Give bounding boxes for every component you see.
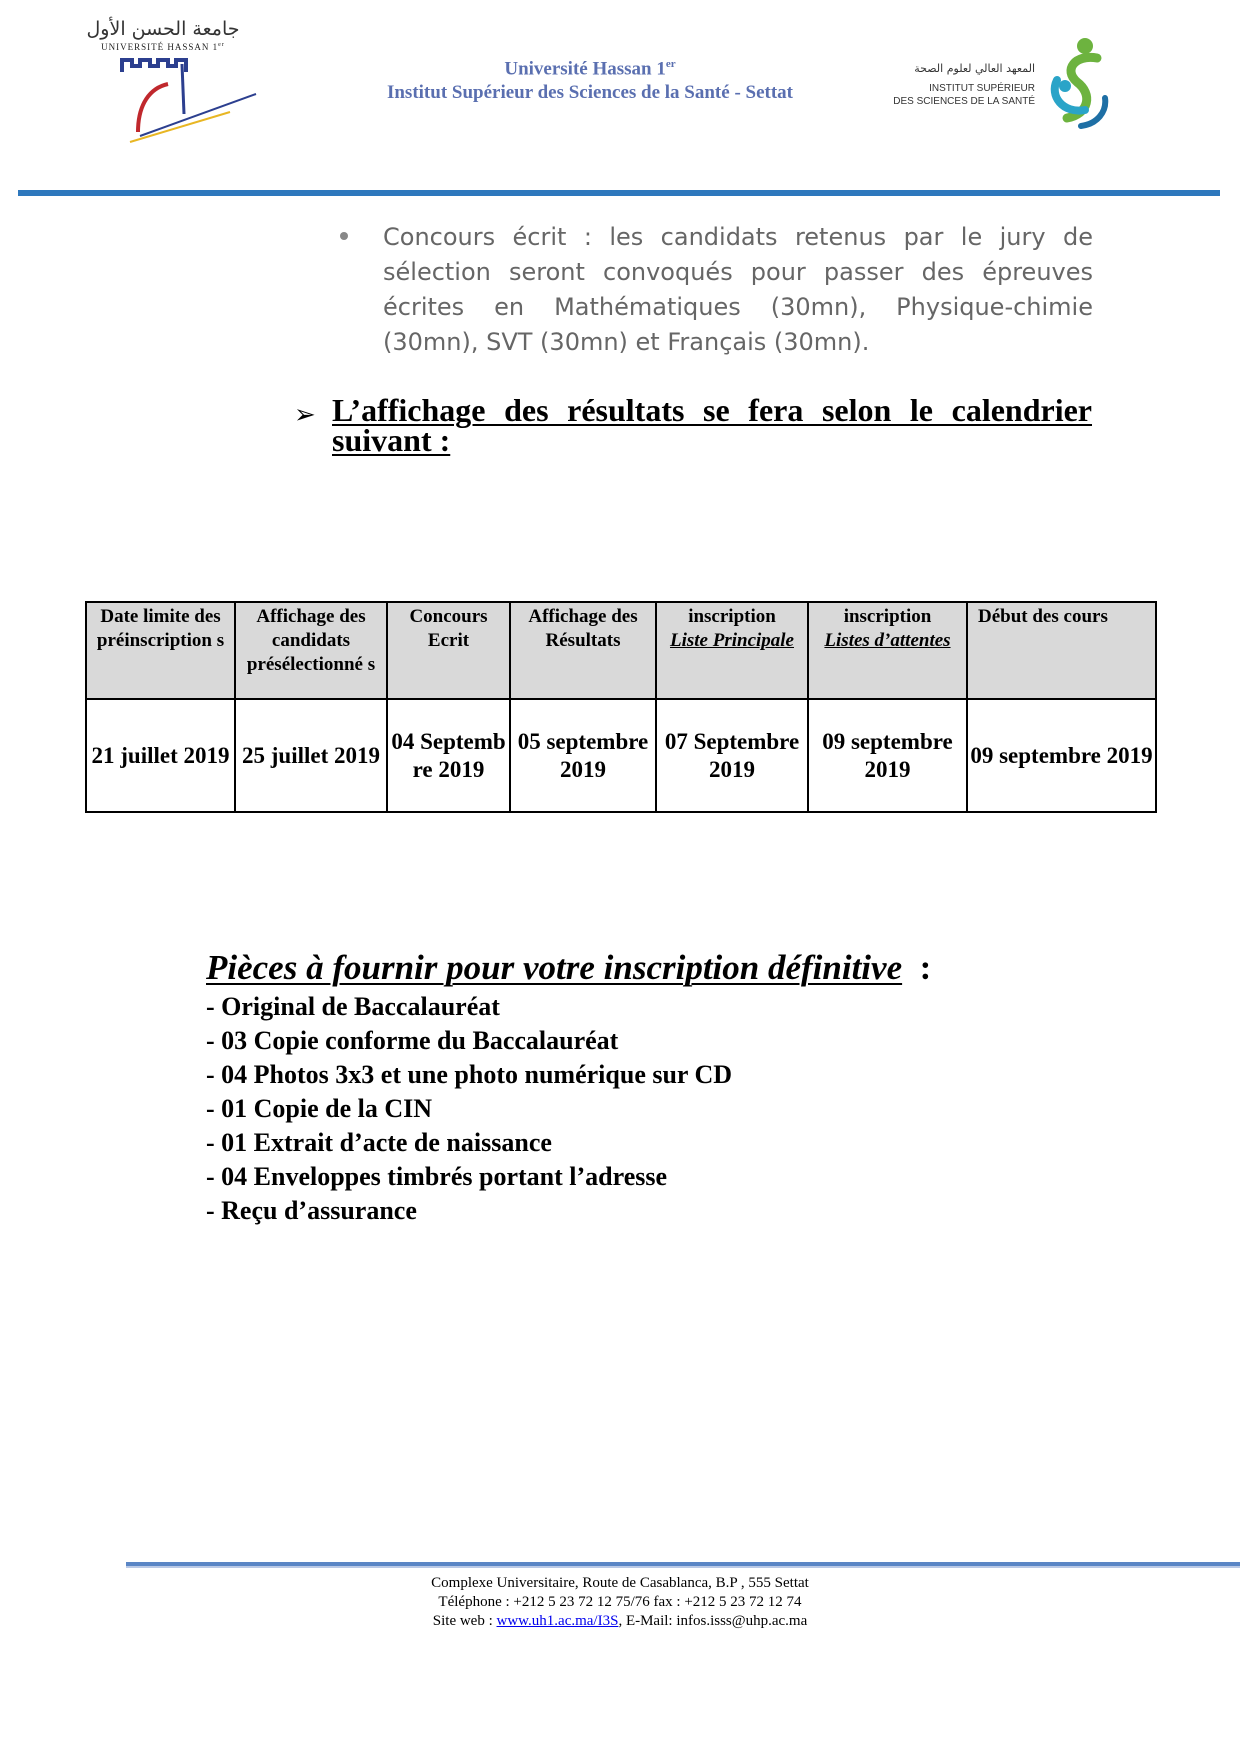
isss-logo-icon <box>1045 36 1115 131</box>
date-cell: 25 juillet 2019 <box>235 699 387 812</box>
concours-ecrit-text: Concours écrit : les candidats retenus par le jury de sélection seront convoqués pour passer des épreuves écrites en Mathématiques (30mn), Physique-chimie (30mn), SVT (30mn) et Français (30mn). <box>383 223 1093 356</box>
footer-phone: Téléphone : +212 5 23 72 12 75/76 fax : +212 5 23 72 12 74 <box>438 1594 802 1610</box>
institution-title-line2: Institut Supérieur des Sciences de la Santé - Settat <box>386 82 794 104</box>
header-affichage-resultats: Affichage des Résultats <box>510 602 656 699</box>
header-inscription-listes-attentes: inscription Listes d’attentes <box>808 602 967 699</box>
footer <box>300 1574 940 1631</box>
website-link[interactable]: www.uh1.ac.ma/I3S <box>496 1613 619 1629</box>
date-cell: 04 Septemb re 2019 <box>387 699 510 812</box>
list-item: - 01 Copie de la CIN <box>206 1094 433 1123</box>
date-cell: 21 juillet 2019 <box>86 699 235 812</box>
university-arabic-name: جامعة الحسن الأول <box>86 18 240 40</box>
institution-title-line1: Université Hassan 1er <box>504 58 676 80</box>
date-cell: 09 septembre 2019 <box>808 699 967 812</box>
pieces-list <box>206 990 732 1228</box>
list-item: - 03 Copie conforme du Baccalauréat <box>206 1026 619 1055</box>
header-affichage-candidats: Affichage des candidats présélectionné s <box>235 602 387 699</box>
date-cell: 05 septembre 2019 <box>510 699 656 812</box>
university-latin-name: UNIVERSITÉ HASSAN 1er <box>101 42 225 52</box>
arrow-bullet-icon: ➢ <box>294 400 316 430</box>
header-date-limite: Date limite des préinscription s <box>86 602 235 699</box>
isss-arabic-name: المعهد العالي لعلوم الصحة <box>914 62 1035 75</box>
university-logo-icon <box>110 54 260 149</box>
list-item: - 04 Photos 3x3 et une photo numérique sur CD <box>206 1060 733 1089</box>
schedule-header-row <box>86 602 1156 699</box>
schedule-date-row <box>86 699 1156 812</box>
institution-title <box>330 52 850 105</box>
pieces-title: Pièces à fournir pour votre inscription définitive : <box>206 948 932 987</box>
list-item: - Original de Baccalauréat <box>206 992 500 1021</box>
list-item: - 01 Extrait d’acte de naissance <box>206 1128 552 1157</box>
footer-address: Complexe Universitaire, Route de Casablanca, B.P , 555 Settat <box>431 1575 809 1591</box>
footer-contact: Site web : www.uh1.ac.ma/I3S, E-Mail: infos.isss@uhp.ac.ma <box>432 1613 808 1629</box>
results-heading: L’affichage des résultats se fera selon le calendrier suivant : <box>332 392 1092 458</box>
header-concours-ecrit: Concours Ecrit <box>387 602 510 699</box>
list-item: - 04 Enveloppes timbrés portant l’adresse <box>206 1162 668 1191</box>
header-debut-cours: Début des cours <box>967 602 1156 699</box>
list-item: - Reçu d’assurance <box>206 1196 417 1225</box>
date-cell: 09 septembre 2019 <box>967 699 1156 812</box>
header-divider <box>18 190 1220 196</box>
header-inscription-liste-principale: inscription Liste Principale <box>656 602 808 699</box>
bullet-marker <box>340 232 348 240</box>
schedule-table <box>85 601 1157 813</box>
footer-divider <box>126 1562 1240 1566</box>
isss-latin-name: INSTITUT SUPÉRIEUR DES SCIENCES DE LA SANTÉ <box>893 83 1035 107</box>
date-cell: 07 Septembre 2019 <box>656 699 808 812</box>
